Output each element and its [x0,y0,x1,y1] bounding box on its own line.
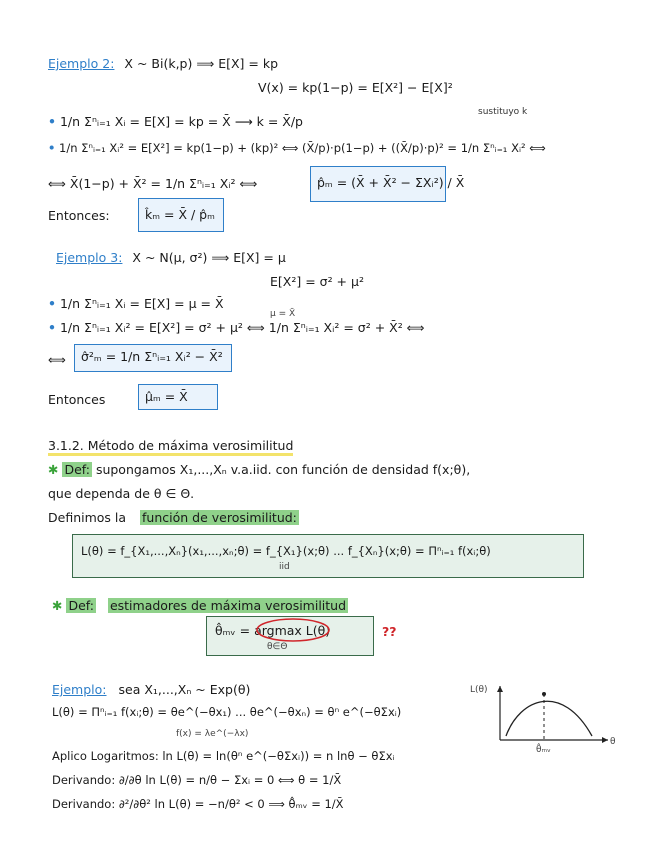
ex3-arrow: ⟺ [48,352,66,367]
exp-log: Aplico Logaritmos: ln L(θ) = ln(θⁿ e^(−θΣxᵢ)) = n lnθ − θΣxᵢ [52,749,395,763]
ex3-mu-note: μ = X̄ [270,309,296,319]
ex2-entonces: Entonces: [48,208,110,223]
def2-text: estimadores de máxima verosimilitud [109,598,347,613]
ex2-k-estimator: k̂ₘ = X̄ / p̂ₘ [145,207,215,222]
ex2-p-estimator: p̂ₘ = (X̄ + X̄² − ΣXᵢ²) / X̄ [317,175,465,190]
mle-box [206,616,374,656]
likelihood-formula: L(θ) = f_{X₁,...,Xₙ}(x₁,...,xₙ;θ) = f_{X₁}(x;θ) ... f_{Xₙ}(x;θ) = Πⁿᵢ₌₁ f(xᵢ;θ) [81,544,491,558]
star-icon: ✱ [52,598,63,613]
peak-point [542,692,546,696]
ex2-line3: ⟺ X̄(1−p) + X̄² = 1/n Σⁿᵢ₌₁ Xᵢ² ⟺ [48,176,258,191]
bullet-dot: • [48,296,56,311]
ex3-entonces: Entonces [48,392,106,407]
red-circle [255,617,331,643]
exp-header [52,682,250,698]
y-arrow [497,686,503,692]
ex2-title: Ejemplo 2: [48,56,115,71]
bullet-dot: • [48,114,56,129]
ex2-b1: 1/n Σⁿᵢ₌₁ Xᵢ = E[X] = kp = X̄ ⟶ k = X̄/p [59,114,303,129]
ex2-dist: X ~ Bi(k,p) ⟹ E[X] = kp [124,56,279,71]
graph-x-label: θ [610,737,616,747]
graph-y-label: L(θ) [470,685,488,695]
bullet-dot: • [48,320,56,335]
question-marks: ?? [382,624,397,639]
exp-likelihood: L(θ) = Πⁿᵢ₌₁ f(xᵢ;θ) = θe^(−θx₁) ... θe^(−θxₙ) = θⁿ e^(−θΣxᵢ) [52,705,402,719]
ex2-b2: 1/n Σⁿᵢ₌₁ Xᵢ² = E[X²] = kp(1−p) + (kp)² ⟺ (X̄/p)·p(1−p) + ((X̄/p)·p)² = 1/n Σⁿᵢ₌₁ Xᵢ² ⟺ [59,141,546,155]
bullet-dot: • [48,141,56,155]
curve [506,701,592,736]
def-fun-pre: Definimos la [48,510,127,525]
ex3-dist: X ~ N(μ, σ²) ⟹ E[X] = μ [132,250,286,265]
def1-text: supongamos X₁,...,Xₙ v.a.iid. con función de densidad f(x;θ), [95,462,471,477]
mle-sub: θ∈Θ [267,642,288,652]
mle-formula: θ̂ₘᵥ = argmax L(θ) [215,623,331,638]
graph-peak-label: θ̂ₘᵥ [536,745,551,755]
ex3-mu-box [138,384,218,410]
def-fun-term: función de verosimilitud: [142,510,297,525]
ex2-k-box [138,198,224,232]
likelihood-box [72,534,584,578]
ex3-header [56,250,286,266]
ex3-b1: 1/n Σⁿᵢ₌₁ Xᵢ = E[X] = μ = X̄ [59,296,224,311]
ex2-header [48,56,278,72]
ex3-mu-estimator: μ̂ₘ = X̄ [145,389,188,404]
likelihood-graph [468,678,618,756]
def1-label: Def: [64,462,90,477]
ex3-bullet-2 [48,320,425,336]
ex2-bullet-2 [48,140,546,156]
section-title [48,438,293,454]
ex3-sigma-estimator: σ̂²ₘ = 1/n Σⁿᵢ₌₁ Xᵢ² − X̄² [81,349,223,364]
exp-title: Ejemplo: [52,682,107,697]
exp-fx: f(x) = λe^(−λx) [176,729,249,739]
ex3-sigma-box [74,344,232,372]
exp-intro: sea X₁,...,Xₙ ~ Exp(θ) [118,682,251,697]
def1-text2: que dependa de θ ∈ Θ. [48,486,195,501]
star-icon: ✱ [48,462,59,477]
ex2-note: sustituyo k [478,107,528,117]
ex3-ex2: E[X²] = σ² + μ² [270,274,364,289]
ex3-title: Ejemplo 3: [56,250,123,265]
def1-line [48,462,470,478]
iid-note: iid [279,562,290,572]
def-fun-line [48,510,299,526]
exp-deriv-1: Derivando: ∂/∂θ ln L(θ) = n/θ − Σxᵢ = 0 ⟺ θ = 1/X̄ [52,773,342,787]
ex2-p-box [310,166,465,202]
ex3-b2: 1/n Σⁿᵢ₌₁ Xᵢ² = E[X²] = σ² + μ² ⟺ 1/n Σⁿᵢ₌₁ Xᵢ² = σ² + X̄² ⟺ [59,320,425,335]
ex2-bullet-1 [48,114,303,130]
section-heading: 3.1.2. Método de máxima verosimilitud [48,438,293,456]
x-arrow [602,737,608,743]
def2-line [52,598,348,614]
exp-deriv-2: Derivando: ∂²/∂θ² ln L(θ) = −n/θ² < 0 ⟹ θ̂ₘᵥ = 1/X̄ [52,797,344,811]
def2-label: Def: [68,598,94,613]
ex2-var: V(x) = kp(1−p) = E[X²] − E[X]² [258,80,453,95]
ex3-bullet-1 [48,296,224,312]
